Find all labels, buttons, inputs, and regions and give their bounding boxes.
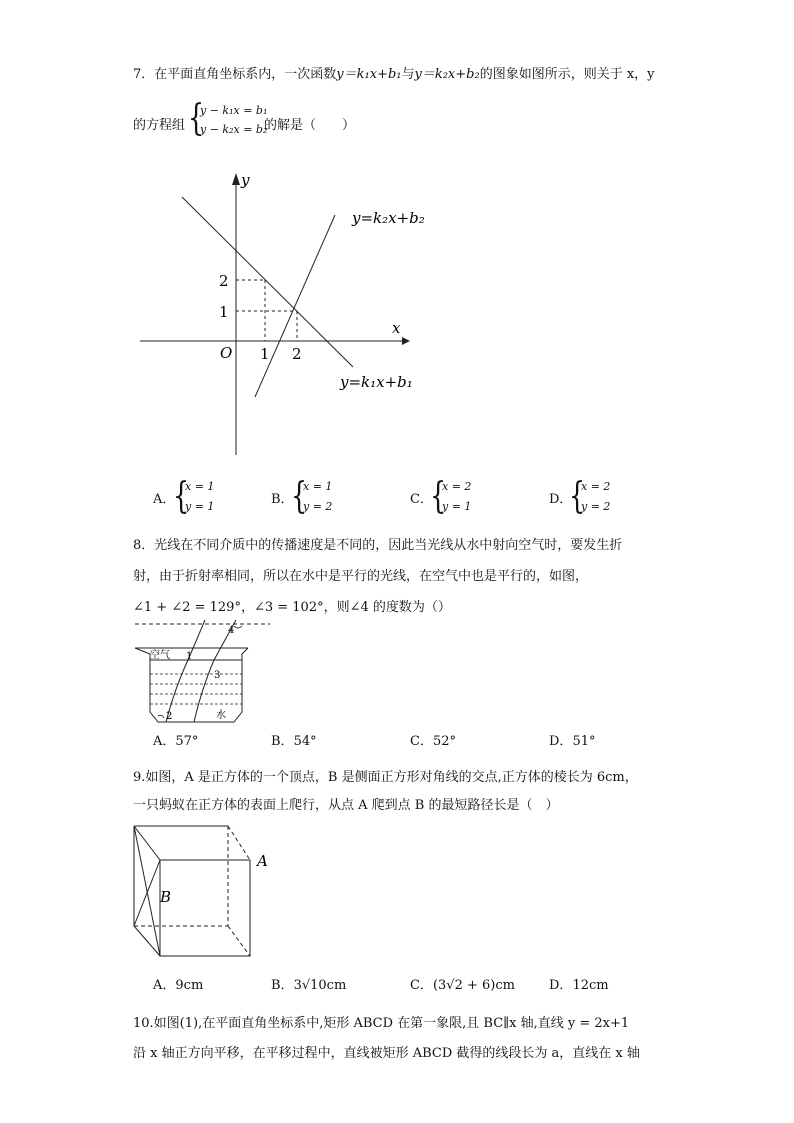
- q9-option-a[interactable]: A．9cm: [153, 978, 204, 993]
- tick-y2: 2: [219, 272, 229, 290]
- q7-options: A． { x = 1 y = 1 B． { x = 1 y = 2 C． { x = 2 y = 1 D． { x = 2 y = 2: [153, 476, 611, 517]
- q7-stem-line2-prefix: 的方程组: [133, 118, 186, 133]
- q9-cube-figure: [128, 820, 278, 965]
- x-axis-label: x: [392, 319, 401, 337]
- q8-option-b[interactable]: B．54°: [271, 734, 317, 749]
- q7-function2: y＝k₂x+b₂: [414, 67, 480, 82]
- origin-label: O: [220, 344, 233, 362]
- q8-option-c[interactable]: C．52°: [410, 734, 456, 749]
- q9-stem-line1: 9.如图，A 是正方体的一个顶点，B 是侧面正方形对角线的交点,正方体的棱长为 6cm，: [133, 770, 638, 785]
- q8-stem-line3: ∠1 + ∠2 = 129°，∠3 = 102°，则∠4 的度数为（）: [133, 600, 451, 615]
- svg-text:1: 1: [186, 651, 193, 662]
- svg-text:2: 2: [166, 711, 173, 722]
- q7-graph: [130, 165, 430, 465]
- q8-stem-line1: 8．光线在不同介质中的传播速度是不同的，因此当光线从水中射向空气时，要发生折: [133, 538, 623, 553]
- q7-stem-line1: 7．在平面直角坐标系内，一次函数y＝k₁x+b₁与y＝k₂x+b₂的图象如图所示，则关于 x，y: [133, 67, 655, 82]
- q9-option-c[interactable]: C．(3√2 + 6)cm: [410, 978, 515, 993]
- svg-text:水: 水: [216, 710, 226, 721]
- q7-stem-line2-suffix: 的解是（ ）: [264, 118, 356, 133]
- q7-system-brace: {: [188, 98, 205, 139]
- q9-option-d[interactable]: D．12cm: [549, 978, 609, 993]
- y-axis-arrow: [232, 173, 240, 185]
- y-axis-label: y: [241, 171, 250, 189]
- line2-label: y=k₂x+b₂: [352, 209, 425, 227]
- svg-text:空气: 空气: [150, 650, 170, 661]
- svg-text:B: B: [160, 888, 172, 906]
- line-k2: [255, 215, 335, 397]
- tick-x1: 1: [260, 345, 270, 363]
- q7-function1: y＝k₁x+b₁: [336, 67, 402, 82]
- q9-option-b[interactable]: B．3√10cm: [271, 978, 347, 993]
- q7-system-eq2: y − k₂x = b₂: [200, 123, 268, 136]
- q8-option-a[interactable]: A．57°: [153, 734, 199, 749]
- q8-option-d[interactable]: D．51°: [549, 734, 596, 749]
- line1-label: y=k₁x+b₁: [340, 373, 413, 391]
- q8-stem-line2: 射，由于折射率相同，所以在水中是平行的光线，在空气中也是平行的，如图，: [133, 569, 589, 584]
- tick-y1: 1: [219, 303, 229, 321]
- q9-stem-line2: 一只蚂蚁在正方体的表面上爬行，从点 A 爬到点 B 的最短路径长是（ ）: [133, 798, 559, 813]
- tick-x2: 2: [292, 345, 302, 363]
- svg-text:4: 4: [228, 625, 235, 636]
- x-axis-arrow: [402, 337, 410, 345]
- q8-figure: [130, 618, 275, 728]
- svg-text:3: 3: [214, 670, 221, 681]
- svg-text:A: A: [257, 852, 268, 870]
- q10-stem-line1: 10.如图(1),在平面直角坐标系中,矩形 ABCD 在第一象限,且 BC∥x 轴,直线 y = 2x+1: [133, 1016, 630, 1031]
- q7-system-eq1: y − k₁x = b₁: [200, 104, 268, 117]
- q10-stem-line2: 沿 x 轴正方向平移，在平移过程中，直线被矩形 ABCD 截得的线段长为 a，直线在 x 轴: [133, 1046, 640, 1061]
